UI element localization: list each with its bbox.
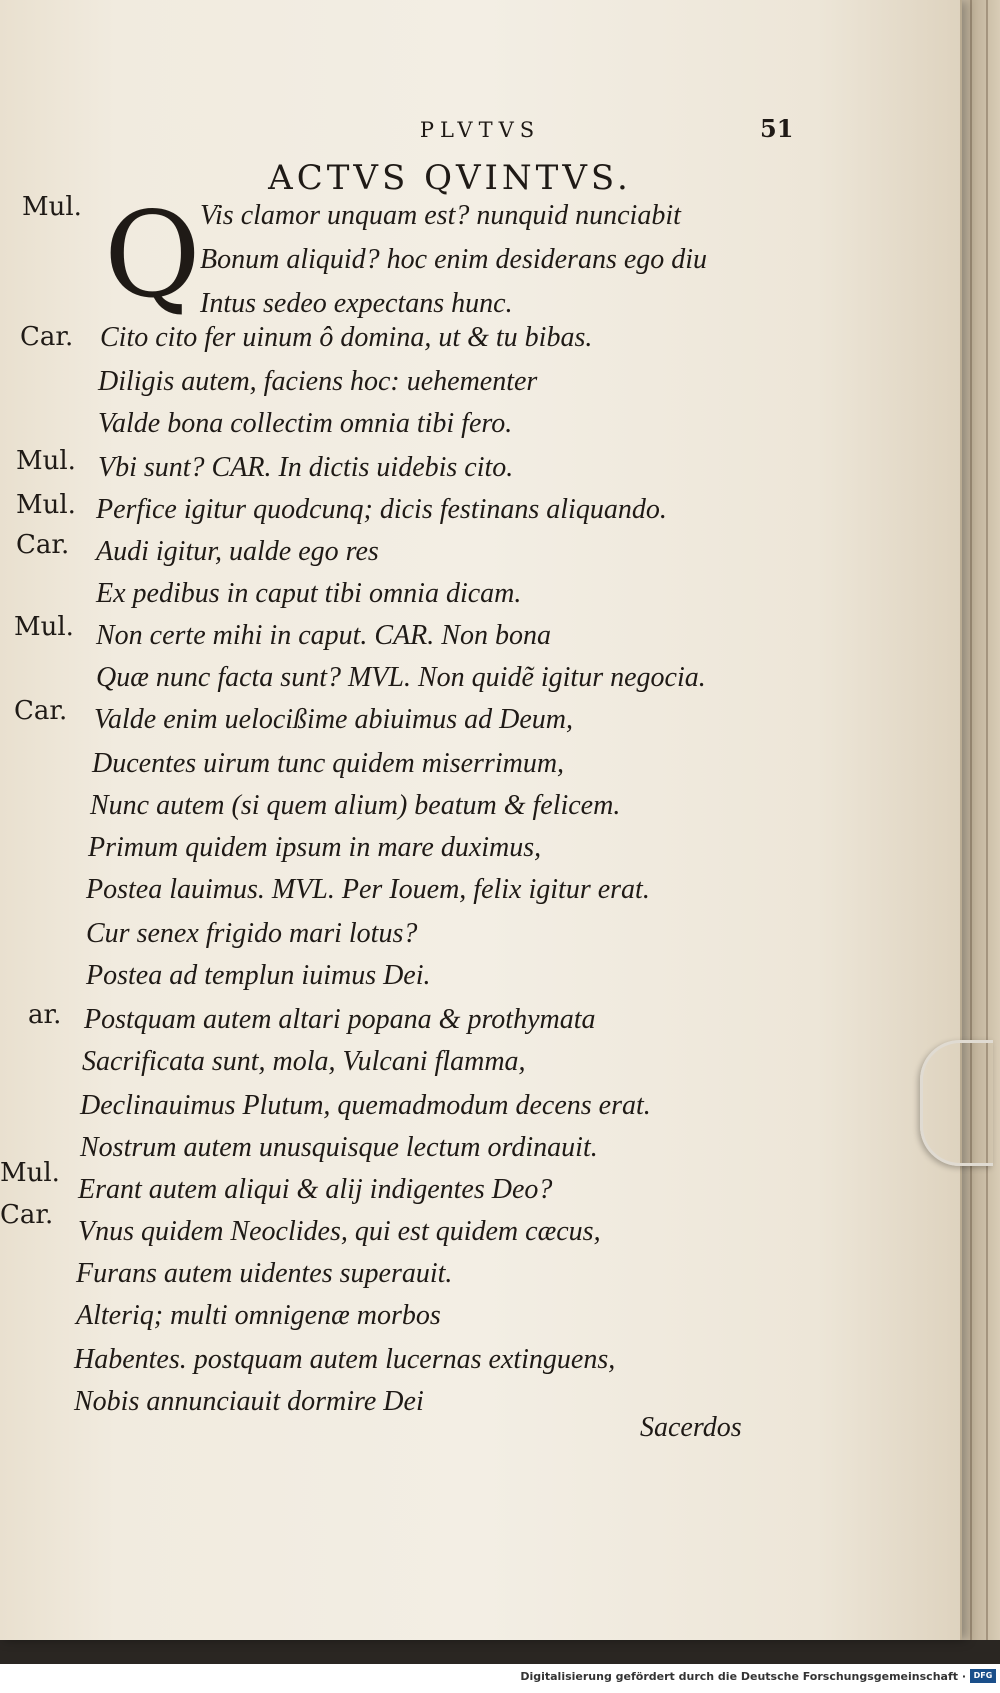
verse-line: Bonum aliquid? hoc enim desiderans ego diu <box>200 244 708 275</box>
speaker-label: Mul. <box>0 1158 60 1188</box>
speaker-label: Car. <box>14 696 68 726</box>
verse-line: Non certe mihi in caput. CAR. Non bona <box>96 620 551 651</box>
catchword: Sacerdos <box>640 1412 742 1443</box>
speaker-label: Car. <box>16 530 70 560</box>
verse-line: Declinauimus Plutum, quemadmodum decens erat. <box>80 1090 651 1121</box>
speaker-label: Mul. <box>14 612 74 642</box>
verse-line: Ducentes uirum tunc quidem miserrimum, <box>92 748 565 779</box>
verse-line: Cur senex frigido mari lotus? <box>86 918 418 949</box>
verse-line: Nostrum autem unusquisque lectum ordinauit. <box>80 1132 598 1163</box>
speaker-label: Car. <box>0 1200 54 1230</box>
speaker-label: Mul. <box>16 490 76 520</box>
verse-line: Habentes. postquam autem lucernas extinguens, <box>74 1344 616 1375</box>
digitization-footer <box>0 1664 1000 1693</box>
verse-line: Vbi sunt? CAR. In dictis uidebis cito. <box>98 452 514 483</box>
verse-line: Nobis annunciauit dormire Dei <box>74 1386 424 1417</box>
running-title: PLVTVS <box>419 118 541 142</box>
verse-line: Diligis autem, faciens hoc: uehementer <box>98 366 538 397</box>
verse-line: Erant autem aliqui & alij indigentes Deo? <box>78 1174 553 1205</box>
verse-line: Perfice igitur quodcunq; dicis festinans aliquando. <box>96 494 667 525</box>
verse-line: Sacrificata sunt, mola, Vulcani flamma, <box>82 1046 526 1077</box>
verse-line: Postea ad templun iuimus Dei. <box>86 960 431 991</box>
speaker-label: Mul. <box>16 446 76 476</box>
dfg-logo-icon: DFG <box>970 1669 996 1683</box>
act-title: ACTVS QVINTVS. <box>268 158 632 198</box>
verse-line: Quæ nunc facta sunt? MVL. Non quidẽ igitur negocia. <box>96 662 706 693</box>
verse-line: Nunc autem (si quem alium) beatum & felicem. <box>90 790 621 821</box>
verse-line: Postea lauimus. MVL. Per Iouem, felix igitur erat. <box>86 874 650 905</box>
verse-line: Alteriq; multi omnigenæ morbos <box>76 1300 441 1331</box>
verse-line: Valde bona collectim omnia tibi fero. <box>98 408 513 439</box>
speaker-label: ar. <box>28 1000 62 1030</box>
speaker-label: Mul. <box>22 192 82 222</box>
verse-line: Intus sedeo expectans hunc. <box>200 288 513 319</box>
page-edge <box>970 0 972 1640</box>
verse-line: Cito cito fer uinum ô domina, ut & tu bibas. <box>100 322 593 353</box>
speaker-label: Car. <box>20 322 74 352</box>
verse-line: Ex pedibus in caput tibi omnia dicam. <box>96 578 522 609</box>
footer-credit: Digitalisierung gefördert durch die Deutsche Forschungsgemeinschaft · <box>520 1670 966 1683</box>
drop-cap-initial: Q <box>104 186 201 324</box>
page-edge <box>986 0 988 1640</box>
verse-line: Vis clamor unquam est? nunquid nunciabit <box>200 200 681 231</box>
verse-line: Valde enim uelocißime abiuimus ad Deum, <box>94 704 574 735</box>
verse-line: Primum quidem ipsum in mare duximus, <box>88 832 542 863</box>
verse-line: Postquam autem altari popana & prothymata <box>84 1004 596 1035</box>
verse-line: Audi igitur, ualde ego res <box>96 536 379 567</box>
folio-number: 51 <box>760 114 794 143</box>
page-clip <box>920 1040 993 1166</box>
verse-line: Vnus quidem Neoclides, qui est quidem cæcus, <box>78 1216 601 1247</box>
verse-line: Furans autem uidentes superauit. <box>76 1258 453 1289</box>
